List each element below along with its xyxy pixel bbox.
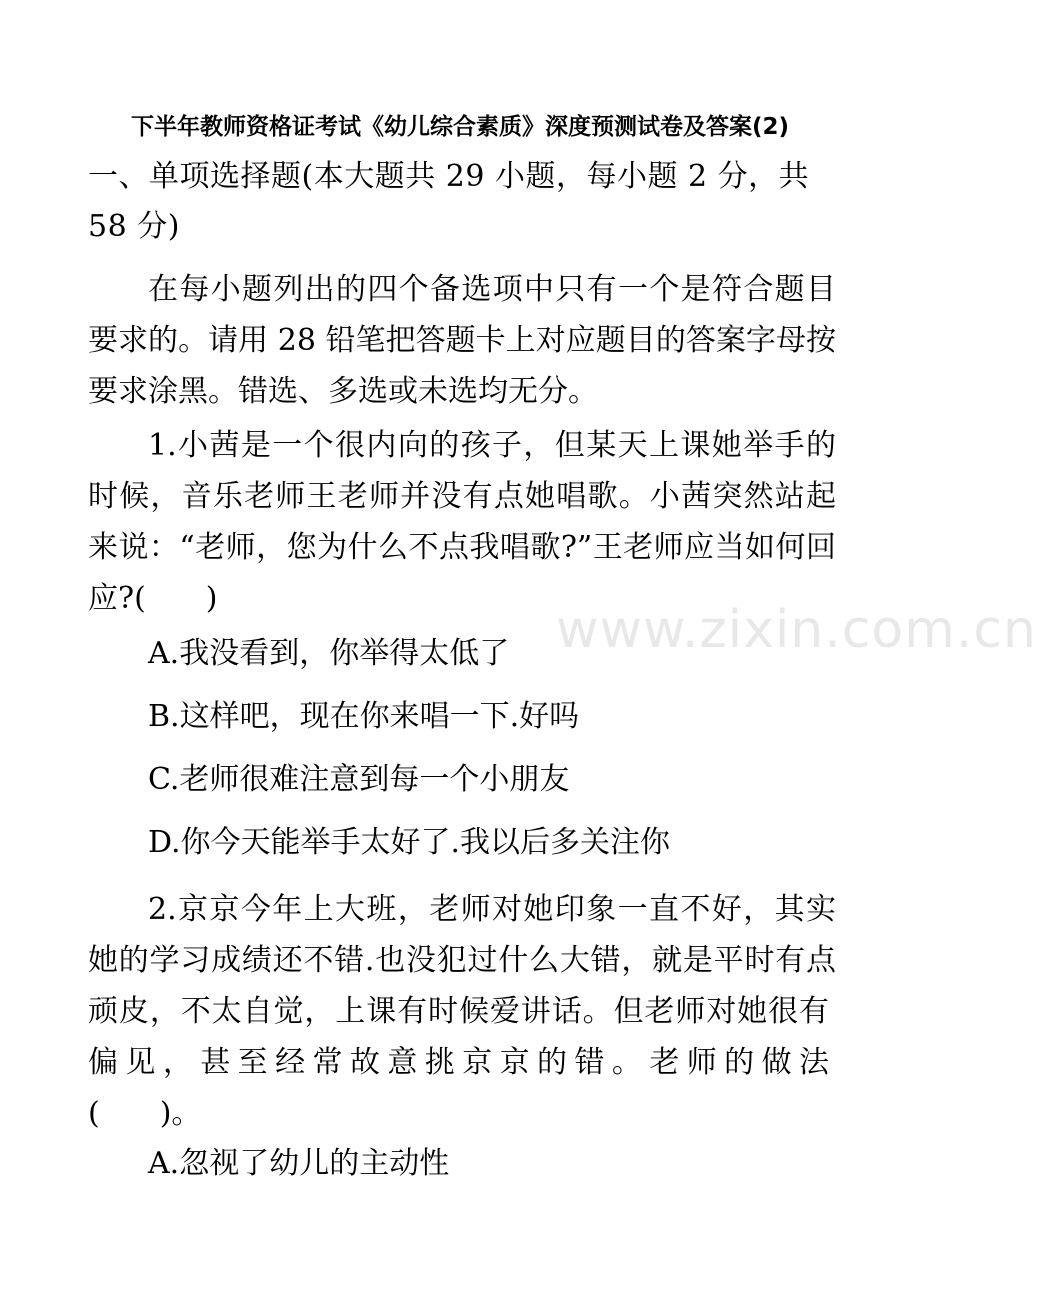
question-1-option-b: B.这样吧，现在你来唱一下.好吗 — [148, 699, 580, 734]
question-2-stem-part-3: ( )。 — [88, 1096, 202, 1131]
question-2-stem-part-1: 2.京京今年上大班，老师对她印象一直不好，其实她的学习成绩还不错.也没犯过什么大错，就是平时有点顽皮，不太自觉，上课有时候爱讲话。但老师对她很 — [88, 892, 836, 1029]
section-heading: 一、单项选择题(本大题共 29 小题，每小题 2 分，共 58 分) — [88, 159, 810, 244]
question-2-stem-part-2: 有偏见，甚至经常故意挑京京的错。老师的做法 — [88, 994, 836, 1080]
question-2-stem — [88, 884, 836, 1139]
document-title: 下半年教师资格证考试《幼儿综合素质》深度预测试卷及答案(2) — [130, 114, 790, 140]
question-1-option-c: C.老师很难注意到每一个小朋友 — [148, 762, 570, 797]
question-1-option-a: A.我没看到，你举得太低了 — [148, 636, 510, 671]
question-1-option-d: D.你今天能举手太好了.我以后多关注你 — [148, 825, 671, 860]
question-2-option-a: A.忽视了幼儿的主动性 — [148, 1146, 450, 1181]
watermark: www.zixin.com.cn — [556, 600, 1037, 660]
instructions-paragraph: 在每小题列出的四个备选项中只有一个是符合题目要求的。请用 28 铅笔把答题卡上对应题目的答案字母按要求涂黑。错选、多选或未选均无分。 — [88, 272, 836, 409]
question-1-stem: 1.小茜是一个很内向的孩子，但某天上课她举手的时候，音乐老师王老师并没有点她唱歌。小茜突然站起来说：“老师，您为什么不点我唱歌?”王老师应当如何回应?( ) — [88, 428, 836, 616]
